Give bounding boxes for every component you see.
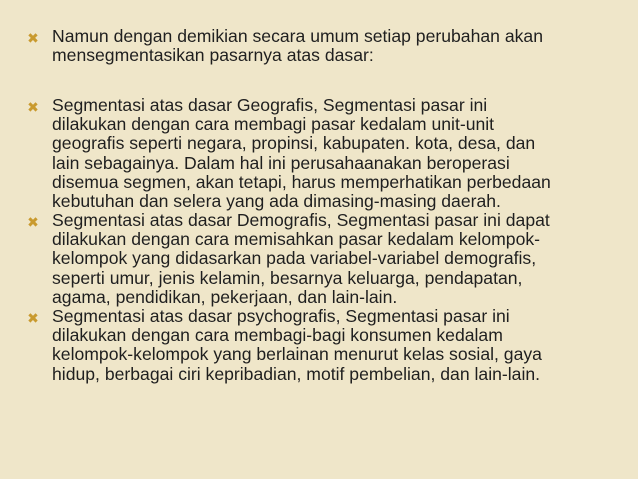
text-line: agama, pendidikan, pekerjaan, dan lain-lain. [52,286,398,307]
x-mark-bullet-icon: ✖ [27,31,39,47]
x-mark-bullet-icon: ✖ [27,215,39,231]
text-line: Segmentasi atas dasar Geografis, Segmentasi pasar ini [52,95,488,115]
x-mark-bullet-icon: ✖ [27,100,39,116]
bullet-text [52,27,617,65]
text-line: kebutuhan dan selera yang ada dimasing-masing daerah. [52,190,501,211]
text-line: dilakukan dengan cara membagi-bagi konsumen kedalam [52,325,503,346]
text-line: kelompok-kelompok yang berlainan menurut kelas sosial, gaya [52,344,542,365]
bullet-text [52,96,617,211]
text-line: seperti umur, jenis kelamin, besarnya keluarga, pendapatan, [52,267,523,288]
x-mark-bullet-icon: ✖ [27,311,39,327]
bullet-text [52,307,617,384]
text-line: geografis seperti negara, propinsi, kabupaten. kota, desa, dan [52,133,536,154]
text-line: kelompok yang didasarkan pada variabel-variabel demografis, [52,248,537,269]
text-line: lain sebagainya. Dalam hal ini perusahaanakan beroperasi [52,152,510,173]
text-line: disemua segmen, akan tetapi, harus memperhatikan perbedaan [52,171,551,192]
text-line: Namun dengan demikian secara umum setiap perubahan akan [52,26,543,46]
text-line: Segmentasi atas dasar Demografis, Segmentasi pasar ini dapat [52,210,550,230]
bullet-text [52,211,617,307]
text-line: Segmentasi atas dasar psychografis, Segmentasi pasar ini [52,306,510,326]
text-line: dilakukan dengan cara memisahkan pasar kedalam kelompok- [52,229,541,250]
text-line: dilakukan dengan cara membagi pasar kedalam unit-unit [52,114,495,135]
text-line: hidup, berbagai ciri kepribadian, motif pembelian, dan lain-lain. [52,363,541,384]
text-line: mensegmentasikan pasarnya atas dasar: [52,45,374,66]
